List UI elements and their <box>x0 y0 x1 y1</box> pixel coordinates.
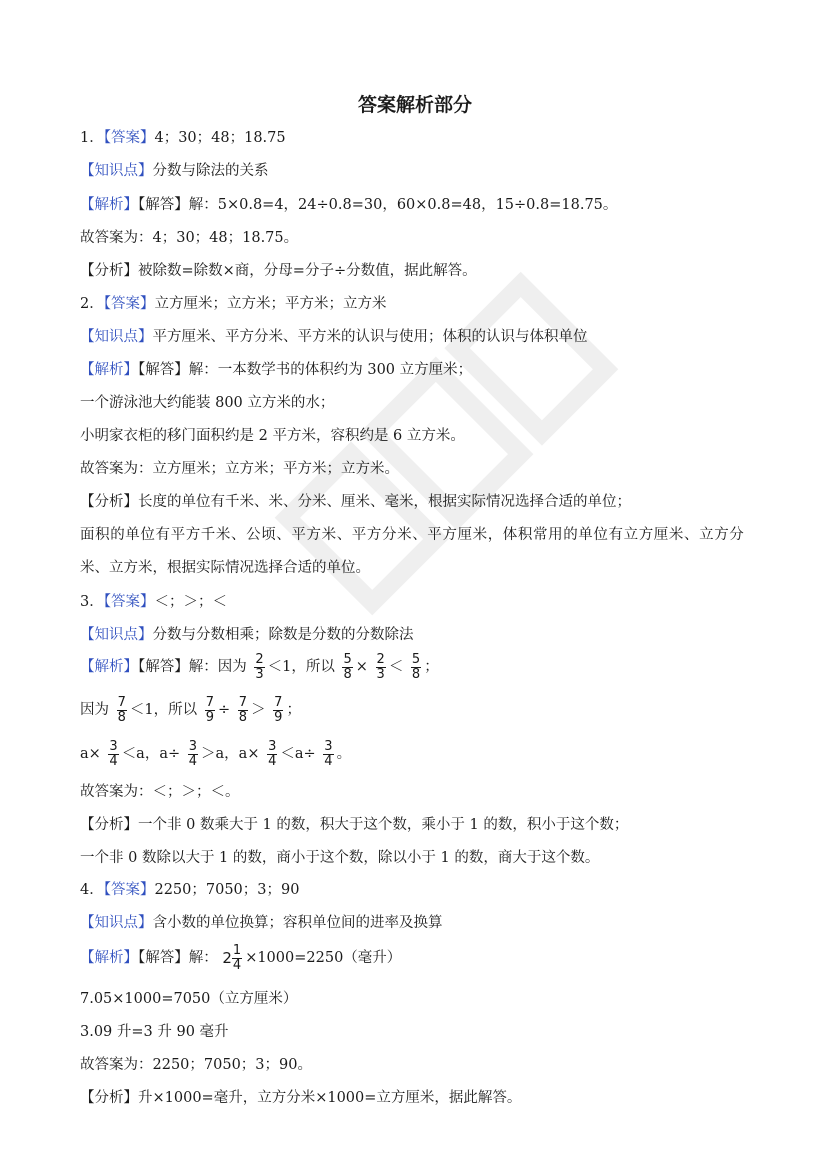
question-number: 4． <box>80 882 104 898</box>
answer-tag: 【答案】 <box>103 882 155 898</box>
fraction: $\frac{2}{3}$ <box>376 651 385 682</box>
solve-tag: 【解答】 <box>138 950 189 966</box>
answer-text: 立方厘米；立方米；平方米；立方米 <box>154 296 387 312</box>
summary-text: 被除数=除数×商，分母=分子÷分数值，据此解答。 <box>138 263 477 279</box>
text: 因为 <box>80 702 109 718</box>
text: ＜a÷ <box>280 746 316 762</box>
times-sign: × <box>355 659 368 675</box>
q2-text-line: 小明家衣柜的移门面积约是 2 平方米，容积约是 6 立方米。 <box>80 428 465 444</box>
q1-summary-line <box>80 261 477 281</box>
q3-final-line: 故答案为：＜；＞；＜。 <box>80 784 240 800</box>
fraction: $\frac{5}{8}$ <box>343 651 352 682</box>
analysis-tag: 【解析】 <box>80 197 138 213</box>
mixed-number-whole: 2 <box>222 949 232 967</box>
q4-point-line <box>80 913 443 933</box>
solve-text: 解：一本数学书的体积约为 300 立方厘米； <box>188 362 473 378</box>
summary-tag: 【分析】 <box>80 494 138 510</box>
fraction: $\frac{5}{8}$ <box>411 651 421 682</box>
summary-tag: 【分析】 <box>80 817 138 833</box>
question-number: 1． <box>80 130 104 146</box>
fraction: $\frac{7}{9}$ <box>205 694 215 725</box>
q3-text-line <box>80 695 301 725</box>
answer-text: 2250；7050；3；90 <box>154 882 300 898</box>
point-tag: 【知识点】 <box>80 329 153 345</box>
q1-answer-line <box>80 128 286 148</box>
point-text: 分数与除法的关系 <box>152 163 269 179</box>
answer-text: ＜；＞；＜ <box>154 594 227 610</box>
fraction: $\frac{3}{4}$ <box>268 738 277 769</box>
point-tag: 【知识点】 <box>80 163 153 179</box>
q4-answer-line <box>80 880 299 900</box>
q2-summary-line <box>80 492 631 512</box>
fraction: $\frac{3}{4}$ <box>109 738 118 769</box>
fraction: $\frac{3}{4}$ <box>188 738 198 769</box>
q2-final-line: 故答案为：立方厘米；立方米；平方米；立方米。 <box>80 461 399 477</box>
q2-answer-line <box>80 294 386 314</box>
summary-text: 一个非 0 数乘大于 1 的数，积大于这个数，乘小于 1 的数，积小于这个数； <box>138 817 629 833</box>
solve-tag: 【解答】 <box>138 197 189 213</box>
q4-text-line: 3.09 升=3 升 90 毫升 <box>80 1024 229 1040</box>
q3-summary-line: 一个非 0 数除以大于 1 的数，商小于这个数，除以小于 1 的数，商大于这个数。 <box>80 850 600 866</box>
fraction: $\frac{1}{4}$ <box>232 942 242 973</box>
compare-sign: ＞ <box>251 702 266 718</box>
q3-text-line <box>80 739 351 769</box>
fraction: $\frac{3}{4}$ <box>324 738 333 769</box>
q2-text-line: 一个游泳池大约能装 800 立方米的水； <box>80 395 335 411</box>
text: ＜a，a÷ <box>121 746 181 762</box>
point-text: 分数与分数相乘；除数是分数的分数除法 <box>152 627 414 643</box>
semicolon: ； <box>286 702 301 718</box>
q4-solve-line <box>80 942 401 974</box>
summary-text: 升×1000=毫升，立方分米×1000=立方厘米，据此解答。 <box>138 1090 522 1106</box>
compare-sign: ＜ <box>388 659 404 675</box>
point-tag: 【知识点】 <box>80 915 153 931</box>
solve-text: 解：因为 <box>188 659 247 675</box>
q3-summary-line <box>80 815 628 835</box>
page-title: 答案解析部分 <box>357 94 472 116</box>
q1-final-line: 故答案为：4；30；48；18.75。 <box>80 230 299 246</box>
q3-point-line <box>80 625 414 645</box>
fraction: $\frac{7}{8}$ <box>117 694 126 725</box>
question-number: 2． <box>80 296 104 312</box>
summary-tag: 【分析】 <box>80 263 138 279</box>
answer-text: 4；30；48；18.75 <box>154 130 286 146</box>
solve-text: ＜1，所以 <box>267 659 335 675</box>
q2-summary-line: 米、立方米，根据实际情况选择合适的单位。 <box>80 560 370 576</box>
q3-solve-line <box>80 652 439 682</box>
q2-summary-line: 面积的单位有平方千米、公顷、平方米、平方分米、平方厘米，体积常用的单位有立方厘米、立方分 <box>80 527 745 543</box>
analysis-tag: 【解析】 <box>80 362 138 378</box>
analysis-tag: 【解析】 <box>80 659 138 675</box>
text: ＜1，所以 <box>129 702 198 718</box>
solve-text: 解：5×0.8=4，24÷0.8=30，60×0.8=48，15÷0.8=18.75。 <box>188 197 618 213</box>
analysis-tag: 【解析】 <box>80 950 138 966</box>
semicolon: ； <box>424 659 439 675</box>
text: 。 <box>336 746 352 762</box>
fraction: $\frac{2}{3}$ <box>255 651 264 682</box>
q3-answer-line <box>80 592 227 612</box>
solve-tag: 【解答】 <box>138 362 189 378</box>
answer-tag: 【答案】 <box>103 296 155 312</box>
divide-sign: ÷ <box>218 702 231 718</box>
summary-tag: 【分析】 <box>80 1090 138 1106</box>
q4-text-line: 7.05×1000=7050（立方厘米） <box>80 991 298 1007</box>
q4-summary-line <box>80 1088 521 1108</box>
fraction: $\frac{7}{9}$ <box>274 694 283 725</box>
summary-text: 长度的单位有千米、米、分米、厘米、毫米，根据实际情况选择合适的单位； <box>138 494 631 510</box>
solve-text: 解： <box>188 950 218 966</box>
q2-solve-line <box>80 360 472 380</box>
point-text: 含小数的单位换算；容积单位间的进率及换算 <box>152 915 443 931</box>
answer-tag: 【答案】 <box>103 594 155 610</box>
point-text: 平方厘米、平方分米、平方米的认识与使用；体积的认识与体积单位 <box>152 329 588 345</box>
fraction: $\frac{7}{8}$ <box>238 694 248 725</box>
q1-point-line <box>80 161 269 181</box>
question-number: 3． <box>80 594 104 610</box>
text: a× <box>80 746 101 762</box>
text: ＞a，a× <box>201 746 260 762</box>
q2-point-line <box>80 327 588 347</box>
solve-text: ×1000=2250（毫升） <box>245 950 402 966</box>
q4-final-line: 故答案为：2250；7050；3；90。 <box>80 1057 312 1073</box>
answer-tag: 【答案】 <box>103 130 155 146</box>
q1-solve-line <box>80 195 617 215</box>
solve-tag: 【解答】 <box>138 659 189 675</box>
point-tag: 【知识点】 <box>80 627 153 643</box>
